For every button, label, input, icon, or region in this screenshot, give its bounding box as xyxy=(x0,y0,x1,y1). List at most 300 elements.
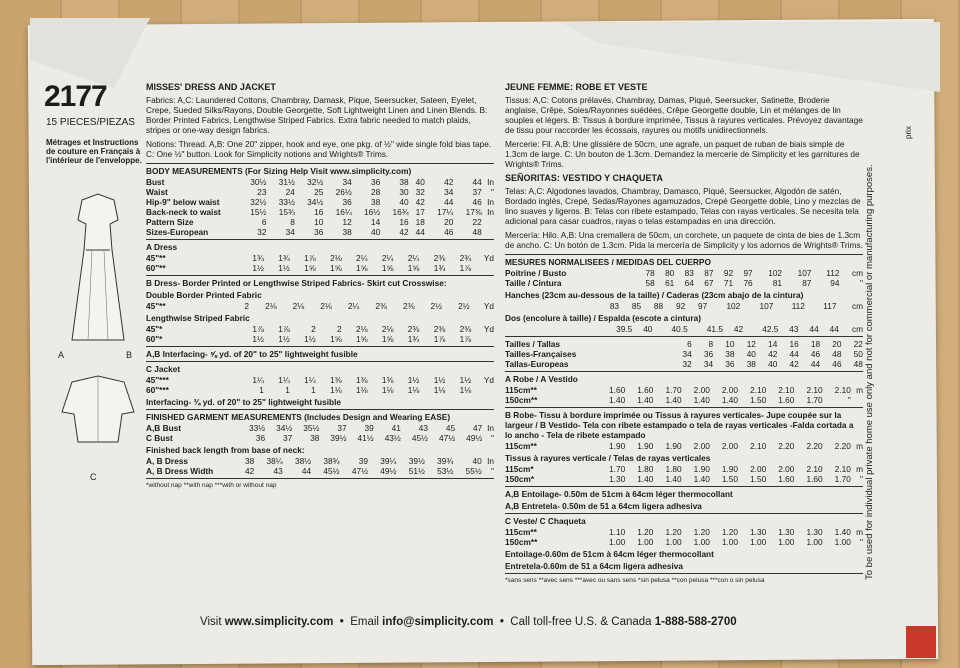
table-cell: 45½ xyxy=(411,433,428,443)
ab-entoilage: A,B Entoilage- 0.50m de 51cm à 64cm léger thermocollant xyxy=(505,489,733,499)
table-row xyxy=(146,227,494,237)
table-cell: 18 xyxy=(810,339,821,349)
table-cell: 2.20 xyxy=(806,441,823,451)
table-cell: 38 xyxy=(342,227,352,237)
table-cell: 34 xyxy=(342,177,352,187)
table-cell: Yd xyxy=(483,253,494,263)
table-cell: 1.30 xyxy=(778,527,795,537)
table-cell: 38 xyxy=(245,456,255,466)
table-cell: 2.00 xyxy=(721,441,739,451)
table-cell: 2.10 xyxy=(834,385,851,395)
english-title: MISSES' DRESS AND JACKET xyxy=(146,82,276,92)
table-cell: 1.90 xyxy=(693,464,710,474)
dress-illustration xyxy=(52,190,144,350)
table-cell: 40 xyxy=(472,456,482,466)
metric-sizes-table xyxy=(505,339,863,369)
table-cell: 1½ xyxy=(459,375,472,385)
row-label: 60"*** xyxy=(146,385,169,395)
table-cell: 2⅛ xyxy=(381,324,394,334)
table-cell: 71 xyxy=(723,278,734,288)
row-label: A, B Dress xyxy=(146,456,188,466)
table-cell: 2.00 xyxy=(693,441,710,451)
table-row xyxy=(505,385,863,395)
table-cell: 107 xyxy=(759,301,774,311)
row-label: 150cm* xyxy=(505,474,535,484)
table-cell: 37 xyxy=(337,423,347,433)
table-cell: 2⅛ xyxy=(292,301,305,311)
table-row xyxy=(146,423,494,433)
c-entoilage: Entoilage-0.60m de 51cm à 64cm léger thermocollant xyxy=(505,549,714,559)
table-row xyxy=(146,433,494,443)
row-label: Bust xyxy=(146,177,165,187)
table-cell: 34 xyxy=(703,359,714,369)
table-cell: 1.40 xyxy=(637,474,654,484)
finished-title: FINISHED GARMENT MEASUREMENTS (Includes Design and Wearing EASE) xyxy=(146,412,451,422)
table-cell: " xyxy=(491,187,494,197)
metric-legend: *sans sens **avec sens ***avec ou sans sens *sin pelusa **con pelusa ***con o sin pelusa xyxy=(505,577,765,584)
fr-es-column xyxy=(505,82,863,586)
table-cell: 14 xyxy=(768,339,778,349)
table-cell: 1⅝ xyxy=(355,334,368,344)
table-cell: 1.50 xyxy=(721,474,739,484)
table-cell: 2⅜ xyxy=(459,324,472,334)
table-cell: 6 xyxy=(687,339,692,349)
table-cell: 1.90 xyxy=(721,464,739,474)
table-cell: 102 xyxy=(726,301,741,311)
english-column xyxy=(146,82,494,491)
table-cell: 2 xyxy=(244,301,250,311)
table-row xyxy=(505,464,863,474)
table-cell: 2.10 xyxy=(806,464,823,474)
table-cell: 1.40 xyxy=(834,527,851,537)
row-label: Tailles / Tallas xyxy=(505,339,561,349)
table-row xyxy=(505,359,863,369)
metric-b1-table xyxy=(505,441,863,451)
table-cell: 58 xyxy=(645,278,655,288)
table-cell: m xyxy=(856,385,863,395)
table-cell: Yd xyxy=(483,375,494,385)
table-cell: 49½ xyxy=(380,466,397,476)
table-cell: 48 xyxy=(832,349,842,359)
table-cell: 112 xyxy=(826,268,840,278)
body-measurements-table xyxy=(146,177,494,237)
tissus-text: Tissus: A,C: Cotons prélavés, Chambray, Damas, Piqué, Seersucker, Satinette, Broderie anglaise, Crêpe, Soies/Rayonnes suédées, Crêpe Georgette double, Lin et mélanges de lin souples et légers. B: Tissus à bordure imprimée, Tissus à rayures verticales. Prévoyez davantage de tissu pour raccorder les écossais, rayures ou motifs unidirectionnels. xyxy=(505,95,863,135)
table-cell: 1.50 xyxy=(750,395,767,405)
table-cell: " xyxy=(860,474,863,484)
table-row xyxy=(146,263,494,273)
table-cell: 1.40 xyxy=(665,474,682,484)
table-cell: 34 xyxy=(444,187,454,197)
table-cell: 40 xyxy=(370,227,381,237)
table-cell: 39½ xyxy=(330,433,347,443)
hanches-row xyxy=(505,301,863,311)
table-cell: 39¾ xyxy=(437,456,454,466)
table-cell: 46 xyxy=(810,349,821,359)
table-cell: 40 xyxy=(399,197,409,207)
c-entretela: Entretela-0.60m de 51 a 64cm ligera adhesiva xyxy=(505,561,684,571)
table-cell: 78 xyxy=(645,268,655,278)
table-cell: 28 xyxy=(370,187,381,197)
table-row xyxy=(505,301,863,311)
table-cell: " xyxy=(491,433,494,443)
table-cell: 2¼ xyxy=(407,253,420,263)
table-cell: 46 xyxy=(832,359,842,369)
table-cell: 2.10 xyxy=(750,441,767,451)
table-row xyxy=(146,207,494,217)
table-cell: 1.80 xyxy=(637,464,654,474)
footer: Visit www.simplicity.com • Email info@simplicity.com • Call toll-free U.S. & Canada 1-888-588-2700 xyxy=(200,616,737,628)
table-cell: 1.90 xyxy=(609,441,626,451)
table-cell: 32 xyxy=(682,359,692,369)
footer-email-label: Email xyxy=(350,616,379,628)
table-cell: 45½ xyxy=(323,466,340,476)
table-cell: 1.40 xyxy=(637,395,654,405)
table-cell: 39 xyxy=(364,423,374,433)
table-cell: 38¼ xyxy=(266,456,283,466)
table-cell: 30½ xyxy=(250,177,267,187)
table-cell xyxy=(471,263,494,273)
table-cell: In xyxy=(487,207,494,217)
prix-label: prix xyxy=(903,126,913,139)
notions-text: Notions: Thread. A,B: One 20" zipper, hook and eye, one pkg. of ½" wide single fold bias tape. C: One ½" button. Look for Simplicity notions and Wrights® Trims. xyxy=(146,139,492,159)
table-cell: 50 xyxy=(853,349,863,359)
table-cell: 61 xyxy=(665,278,675,288)
table-cell: 1½ xyxy=(252,263,264,273)
table-cell: 41.5 xyxy=(706,324,723,334)
table-cell: 43½ xyxy=(384,433,401,443)
table-cell: 1.00 xyxy=(778,537,795,547)
row-label xyxy=(505,301,597,311)
b-double-label: Double Border Printed Fabric xyxy=(146,290,262,300)
table-cell: 42 xyxy=(789,359,799,369)
a-dress-label: A Dress xyxy=(146,242,178,252)
table-cell: 36 xyxy=(255,433,266,443)
table-cell: 39.5 xyxy=(616,324,633,334)
table-cell: 43 xyxy=(273,466,283,476)
table-cell: 23 xyxy=(257,187,267,197)
spanish-title: SEÑORITAS: VESTIDO Y CHAQUETA xyxy=(505,173,663,183)
table-cell: 32½ xyxy=(307,177,324,187)
table-cell: 1⅞ xyxy=(459,263,472,273)
table-cell: 10 xyxy=(725,339,735,349)
table-cell: 1.70 xyxy=(609,464,626,474)
table-cell: 1⅝ xyxy=(304,263,316,273)
table-cell: 44 xyxy=(415,227,425,237)
table-cell: 1⅝ xyxy=(381,334,394,344)
table-cell: 1⅝ xyxy=(407,263,420,273)
table-cell: 40 xyxy=(746,349,756,359)
table-cell: 2.10 xyxy=(834,464,851,474)
table-row xyxy=(146,466,494,476)
row-label: 45"** xyxy=(146,301,166,311)
table-cell: 1.90 xyxy=(665,441,682,451)
table-cell: 38 xyxy=(725,349,735,359)
table-cell: 1⅝ xyxy=(355,263,368,273)
table-row xyxy=(146,385,494,395)
table-cell: 1.00 xyxy=(721,537,739,547)
table-cell: 2¼ xyxy=(381,253,394,263)
table-cell: 55½ xyxy=(465,466,482,476)
table-cell: 16½ xyxy=(364,207,381,217)
table-cell: 40 xyxy=(415,177,425,187)
table-cell: 1½ xyxy=(433,375,446,385)
table-cell: 15¾ xyxy=(278,207,295,217)
table-cell: 81 xyxy=(772,278,783,288)
table-cell: 20 xyxy=(832,339,842,349)
table-cell: 2.10 xyxy=(806,385,823,395)
table-cell: 46 xyxy=(444,227,454,237)
table-cell: 42.5 xyxy=(762,324,779,334)
table-cell: 2.20 xyxy=(778,441,795,451)
table-cell: 47½ xyxy=(351,466,368,476)
table-cell: 22 xyxy=(472,217,482,227)
table-row xyxy=(505,441,863,451)
table-cell: 15½ xyxy=(250,207,267,217)
table-cell: 49½ xyxy=(466,433,483,443)
row-label: Tallas-Europeas xyxy=(505,359,569,369)
metric-c-title: C Veste/ C Chaqueta xyxy=(505,516,586,526)
table-row xyxy=(146,375,494,385)
table-row xyxy=(146,187,494,197)
table-cell: 1.70 xyxy=(834,474,851,484)
metric-a-title: A Robe / A Vestido xyxy=(505,374,578,384)
fig-label-c: C xyxy=(90,472,97,482)
table-cell: 17⅜ xyxy=(465,207,482,217)
table-cell: 1.60 xyxy=(806,474,823,484)
row-label: Poitrine / Busto xyxy=(505,268,567,278)
table-cell: 1⅝ xyxy=(381,263,394,273)
table-cell: 40.5 xyxy=(671,324,688,334)
table-cell: 32 xyxy=(257,227,267,237)
table-cell: 2¼ xyxy=(347,301,360,311)
table-cell: 1½ xyxy=(278,334,290,344)
table-cell: 2.20 xyxy=(834,441,851,451)
row-label: 115cm** xyxy=(505,385,537,395)
table-row xyxy=(146,456,494,466)
table-cell: 44 xyxy=(301,466,312,476)
table-cell: cm xyxy=(851,324,863,334)
table-cell: 1⅛ xyxy=(459,385,472,395)
row-label: 60"* xyxy=(146,334,163,344)
table-cell: 1⅛ xyxy=(330,385,342,395)
table-cell: 34 xyxy=(285,227,295,237)
table-cell: 46 xyxy=(472,197,482,207)
table-cell: 42 xyxy=(768,349,778,359)
table-cell: 2½ xyxy=(430,301,443,311)
table-cell: 2 xyxy=(311,324,316,334)
table-cell: cm xyxy=(851,268,863,278)
table-cell: 1½ xyxy=(252,334,264,344)
table-cell: 32 xyxy=(415,187,425,197)
table-cell: 80 xyxy=(665,268,675,278)
row-label: Tailles-Françaises xyxy=(505,349,577,359)
table-cell: 36 xyxy=(342,197,352,207)
table-cell: 1¼ xyxy=(278,375,290,385)
table-cell: 1⅝ xyxy=(330,334,342,344)
table-cell: 1.40 xyxy=(693,395,710,405)
french-note: Métrages et Instructions de couture en Français à l'intérieur de l'enveloppe. xyxy=(46,138,142,165)
table-cell: 8 xyxy=(290,217,295,227)
table-cell: Yd xyxy=(483,324,494,334)
b-dress-label: B Dress- Border Printed or Lengthwise Striped Fabrics- Skirt cut Crosswise: xyxy=(146,278,447,288)
table-cell: 1.00 xyxy=(637,537,654,547)
table-cell: 2½ xyxy=(458,301,470,311)
table-cell: 37 xyxy=(472,187,482,197)
dos-label: Dos (encolure à taille) / Espalda (escote a cintura) xyxy=(505,313,701,323)
table-cell: 36 xyxy=(370,177,381,187)
jacket-illustration xyxy=(52,372,144,452)
table-cell: 2¼ xyxy=(355,253,368,263)
table-cell: 1.60 xyxy=(778,474,795,484)
table-cell: 36 xyxy=(725,359,735,369)
table-cell: 1⅜ xyxy=(355,375,368,385)
table-cell: 2⅜ xyxy=(433,324,446,334)
row-label: A,B Bust xyxy=(146,423,182,433)
table-cell: 1⅞ xyxy=(252,324,264,334)
table-cell: 1.00 xyxy=(806,537,823,547)
merceria-text: Mercería: Hilo. A,B: Una cremallera de 50cm, un corchete, un paquete de cinta de bies de 1.3cm de ancho. C: Un botón de 1.3cm. Pida la mercería de Simplicity y los adornos de Wrights® Trims. xyxy=(505,230,863,250)
table-cell: 2⅜ xyxy=(375,301,387,311)
table-cell: 36 xyxy=(314,227,324,237)
table-cell: 85 xyxy=(631,301,642,311)
telas-text: Telas: A,C: Algodones lavados, Chambray, Damasco, Piqué, Seersucker, Algodón de satén, Bordado inglés, Crepé, Sedas/Rayones agamuzados, Crepé Georgette doble, Lino y mezclas de lino suaves y ligeros. B: Telas con ribete estampado, Telas con rayas verticales. Se necesita tela adicional para casar cuadros, rayas o telas estampadas en una dirección. xyxy=(505,186,861,226)
table-cell: 33½ xyxy=(278,197,295,207)
table-cell: m xyxy=(856,464,863,474)
table-cell: " xyxy=(860,537,863,547)
table-cell: 1⅞ xyxy=(459,334,472,344)
table-cell: 44 xyxy=(809,324,819,334)
table-cell: 87 xyxy=(704,268,714,278)
table-cell: Yd xyxy=(483,301,494,311)
table-cell: 1.40 xyxy=(721,395,739,405)
row-label: 60"** xyxy=(146,263,166,273)
back-length-label: Finished back length from base of neck: xyxy=(146,445,305,455)
pieces-count: 15 PIECES/PIEZAS xyxy=(46,117,135,128)
c-jacket-table xyxy=(146,375,494,395)
footer-visit: Visit xyxy=(200,616,222,628)
table-cell: 44 xyxy=(810,359,821,369)
fabrics-text: Fabrics: A,C: Laundered Cottons, Chambray, Damask, Pique, Seersucker, Sateen, Eyelet, Crepe, Sueded Silks/Rayons, Double Georgette, Soft Lightweight Linen and Linen Blends. B: Border Printed Fabrics, Lengthwise Striped Fabrics. Extra fabric needed to match plaids, stripes or one-way design fabrics. xyxy=(146,95,488,135)
table-cell: 1.60 xyxy=(778,395,795,405)
table-cell xyxy=(482,227,494,237)
table-cell: 1.80 xyxy=(665,464,682,474)
table-cell: 1.30 xyxy=(609,474,626,484)
ab-entretela: A,B Entretela- 0.50m de 51 a 64cm ligera adhesiva xyxy=(505,501,702,511)
table-row xyxy=(505,278,863,288)
red-tab xyxy=(906,626,936,658)
row-label: Pattern Size xyxy=(146,217,194,227)
finished-table xyxy=(146,423,494,443)
table-row xyxy=(146,324,494,334)
table-row xyxy=(505,537,863,547)
table-row xyxy=(146,197,494,207)
table-cell: 97 xyxy=(743,268,753,278)
table-cell: 10 xyxy=(314,217,324,227)
table-cell: 1.70 xyxy=(806,395,823,405)
table-cell: In xyxy=(487,177,494,187)
table-row xyxy=(146,217,494,227)
table-cell xyxy=(482,217,494,227)
table-cell: 1.00 xyxy=(693,537,710,547)
table-cell: 112 xyxy=(791,301,805,311)
table-cell: m xyxy=(856,527,863,537)
row-label: C Bust xyxy=(146,433,173,443)
table-cell: 2.00 xyxy=(721,385,739,395)
table-cell: 42 xyxy=(444,177,454,187)
back-length-table xyxy=(146,456,494,476)
table-cell: 2⅜ xyxy=(402,301,415,311)
table-cell: 42 xyxy=(399,227,409,237)
table-cell: 1.00 xyxy=(665,537,682,547)
table-cell: 1½ xyxy=(278,263,290,273)
table-cell: 43 xyxy=(418,423,428,433)
table-cell: 87 xyxy=(802,278,812,288)
table-row xyxy=(505,324,863,334)
table-cell: 34 xyxy=(682,349,692,359)
table-cell: 47½ xyxy=(438,433,456,443)
table-cell: 2⅜ xyxy=(433,253,446,263)
table-cell: 38 xyxy=(399,177,409,187)
table-cell: 37 xyxy=(283,433,293,443)
row-label: 45"** xyxy=(146,253,166,263)
table-cell: 1½ xyxy=(407,375,420,385)
row-label: 115cm** xyxy=(505,527,537,537)
table-cell: 1 xyxy=(259,385,264,395)
table-cell: 1⅝ xyxy=(330,263,342,273)
table-cell: 38¾ xyxy=(323,456,340,466)
table-cell: cm xyxy=(851,301,863,311)
row-label: Hip-9" below waist xyxy=(146,197,220,207)
table-row xyxy=(146,177,494,187)
table-cell: 1⅜ xyxy=(381,375,394,385)
table-cell: 2⅜ xyxy=(407,324,420,334)
table-cell: 1⅜ xyxy=(330,375,342,385)
table-cell: 1¾ xyxy=(433,263,446,273)
table-cell: 39½ xyxy=(408,456,425,466)
nap-legend: *without nap **with nap ***with or without nap xyxy=(146,482,277,489)
table-cell: 18 xyxy=(415,217,425,227)
footer-email: info@simplicity.com xyxy=(382,616,494,628)
table-cell: 6 xyxy=(261,217,267,227)
table-cell: 1.10 xyxy=(609,527,626,537)
table-cell: 1¼ xyxy=(304,375,316,385)
row-label: A, B Dress Width xyxy=(146,466,214,476)
table-cell: 1.20 xyxy=(665,527,682,537)
table-cell: 1.60 xyxy=(609,385,626,395)
fig-label-b: B xyxy=(126,350,133,360)
table-row xyxy=(505,339,863,349)
table-cell: 41 xyxy=(391,423,401,433)
table-cell: 40 xyxy=(643,324,653,334)
table-cell xyxy=(471,385,494,395)
table-cell: 2⅛ xyxy=(320,301,332,311)
table-cell: 1⅞ xyxy=(278,324,290,334)
table-cell: 1.50 xyxy=(750,474,767,484)
table-cell: 2.00 xyxy=(693,385,710,395)
row-label: Taille / Cintura xyxy=(505,278,562,288)
table-cell: 17 xyxy=(415,207,425,217)
table-cell: 42 xyxy=(415,197,425,207)
footer-call: Call toll-free U.S. & Canada xyxy=(510,616,652,628)
table-cell: 45 xyxy=(445,423,456,433)
table-cell: 53½ xyxy=(437,466,454,476)
table-cell: 2.10 xyxy=(750,385,767,395)
table-cell: 102 xyxy=(768,268,783,278)
table-cell: 2.10 xyxy=(778,385,795,395)
table-cell: 20 xyxy=(444,217,454,227)
table-cell: 1½ xyxy=(304,334,316,344)
table-cell: 1⅛ xyxy=(355,385,368,395)
